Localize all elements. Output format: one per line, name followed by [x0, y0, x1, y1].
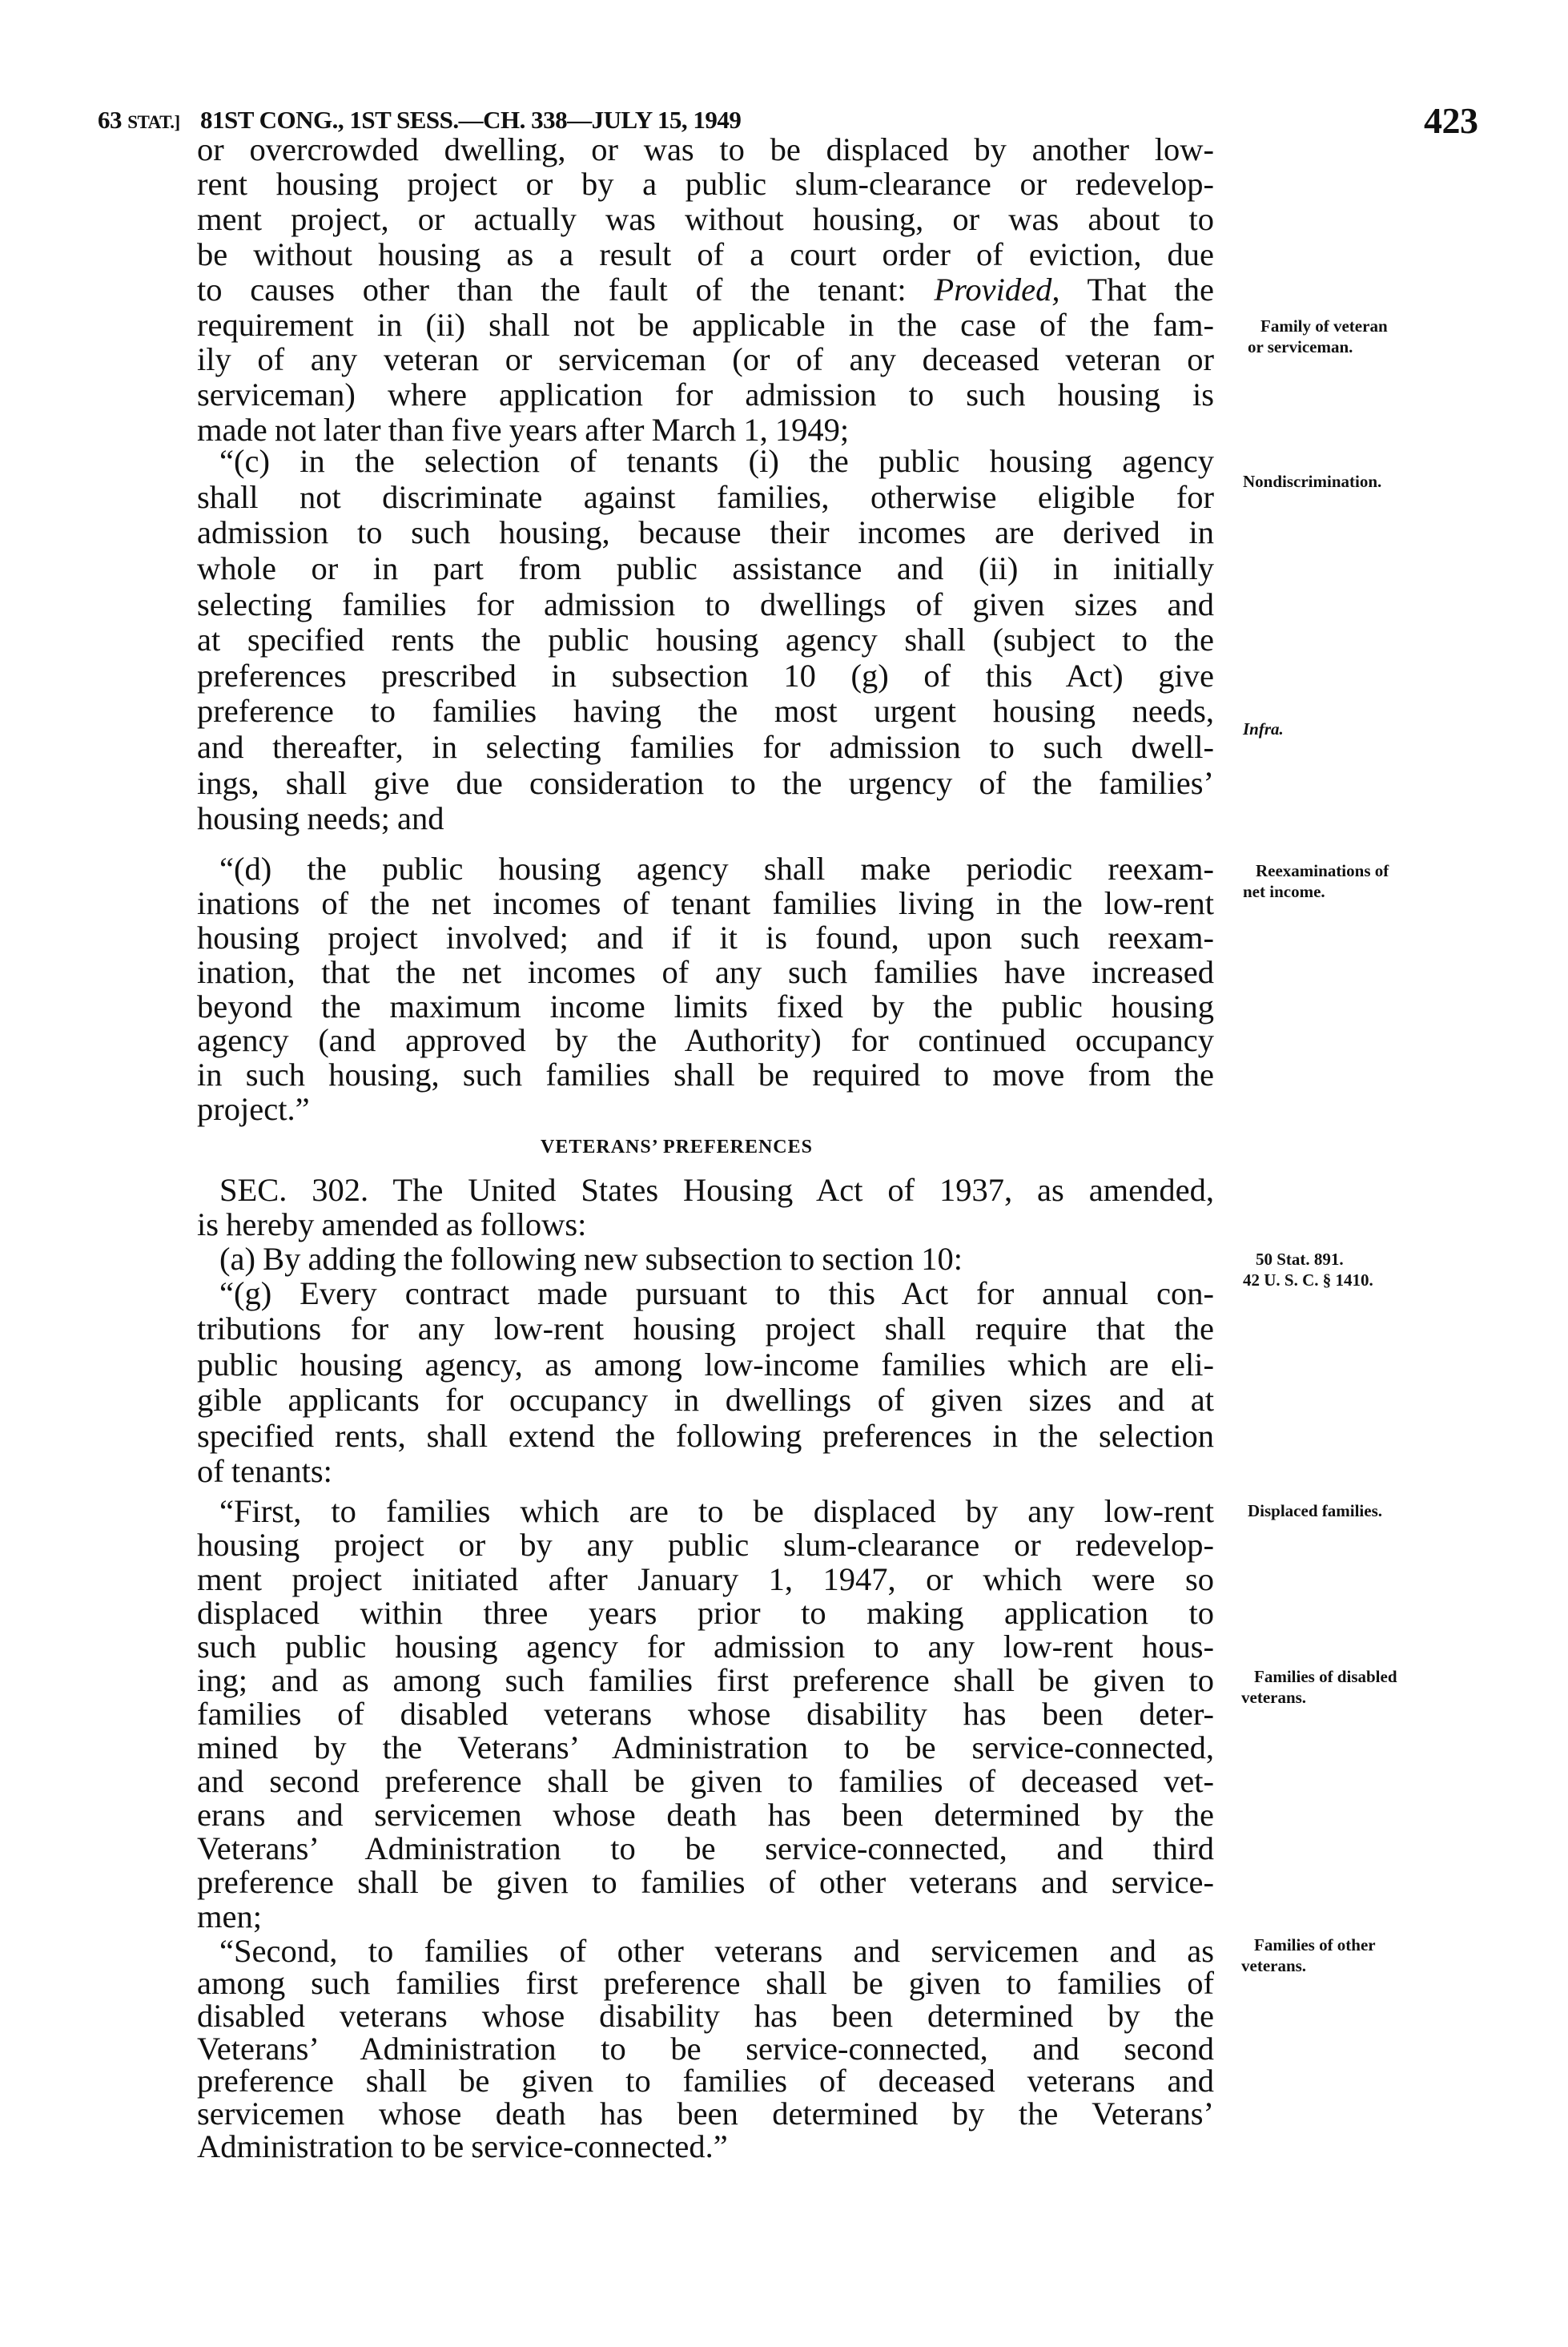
- para-first-line: “First, to families which are to be displaced by any low-rent: [219, 1493, 1214, 1530]
- para-g-line: “(g) Every contract made pursuant to this Act for annual con-: [219, 1275, 1214, 1312]
- para-sec-302-line: SEC. 302. The United States Housing Act of 1937, as amended,: [219, 1172, 1214, 1209]
- para-first-line: Veterans’ Administration to be service-connected, and third: [197, 1830, 1214, 1867]
- para-continuation-line: ily of any veteran or serviceman (or of any deceased veteran or: [197, 341, 1214, 378]
- para-first-line: preference shall be given to families of other veterans and service-: [197, 1864, 1214, 1901]
- para-second-line: Veterans’ Administration to be service-connected, and second: [197, 2030, 1214, 2067]
- para-continuation-line: ment project, or actually was without housing, or was about to: [197, 201, 1214, 238]
- para-c-line: housing needs; and: [197, 800, 444, 837]
- para-d-line: inations of the net incomes of tenant families living in the low-rent: [197, 885, 1214, 922]
- para-d-line: “(d) the public housing agency shall make periodic reexam-: [219, 851, 1214, 888]
- para-c-line: and thereafter, in selecting families for admission to such dwell-: [197, 729, 1214, 766]
- margin-note-line: 50 Stat. 891.: [1256, 1250, 1344, 1270]
- note-citation: [1243, 1249, 1483, 1290]
- para-c-line: “(c) in the selection of tenants (i) the public housing agency: [219, 443, 1214, 480]
- para-first-line: men;: [197, 1898, 262, 1934]
- para-c-line: admission to such housing, because their incomes are derived in: [197, 514, 1214, 551]
- para-g-line: gible applicants for occupancy in dwellings of given sizes and at: [197, 1382, 1214, 1419]
- volume-number: 63: [98, 106, 122, 134]
- para-continuation-line: serviceman) where application for admission to such housing is: [197, 376, 1214, 413]
- margin-note-line: Reexaminations of: [1256, 861, 1389, 881]
- para-sec-302-line: is hereby amended as follows:: [197, 1206, 587, 1243]
- para-first-line: ment project initiated after January 1, 1947, or which were so: [197, 1560, 1214, 1597]
- margin-note-line: Families of other: [1254, 1935, 1376, 1955]
- para-continuation-line: be without housing as a result of a court order of eviction, due: [197, 236, 1214, 272]
- para-d-line: beyond the maximum income limits fixed by the public housing: [197, 988, 1214, 1025]
- note-infra: [1243, 719, 1483, 739]
- note-displaced: [1248, 1500, 1488, 1521]
- para-continuation-line: to causes other than the fault of the tenant: Provided, That the: [197, 271, 1214, 308]
- para-second-line: among such families first preference shall be given to families of: [197, 1965, 1214, 2002]
- section-heading: VETERANS’ PREFERENCES: [541, 1137, 813, 1157]
- para-c-line: preferences prescribed in subsection 10 (g) of this Act) give: [197, 657, 1214, 694]
- margin-note-line: Nondiscrimination.: [1243, 471, 1382, 491]
- note-family-veteran: [1248, 316, 1488, 357]
- para-first-line: such public housing agency for admission to any low-rent hous-: [197, 1628, 1214, 1665]
- para-continuation-line: rent housing project or by a public slum-clearance or redevelop-: [197, 166, 1214, 203]
- note-nondiscrimination: [1243, 471, 1483, 492]
- page-number: 423: [1424, 100, 1478, 141]
- para-c-line: preference to families having the most urgent housing needs,: [197, 693, 1214, 730]
- para-first-line: displaced within three years prior to making application to: [197, 1594, 1214, 1631]
- para-first-line: erans and servicemen whose death has been determined by the: [197, 1797, 1214, 1834]
- para-continuation-line: made not later than five years after March 1, 1949;: [197, 411, 850, 448]
- para-g-line: of tenants:: [197, 1453, 332, 1490]
- para-g-line: tributions for any low-rent housing project shall require that the: [197, 1310, 1214, 1347]
- margin-note-line: 42 U. S. C. § 1410.: [1243, 1270, 1373, 1290]
- para-second-line: servicemen whose death has been determined by the Veterans’: [197, 2095, 1214, 2132]
- para-g-line: specified rents, shall extend the following preferences in the selection: [197, 1417, 1214, 1454]
- para-first-line: families of disabled veterans whose disability has been deter-: [197, 1695, 1214, 1732]
- para-g-line: public housing agency, as among low-income families which are eli-: [197, 1346, 1214, 1383]
- para-first-line: ing; and as among such families first preference shall be given to: [197, 1661, 1214, 1698]
- para-c-line: shall not discriminate against families, otherwise eligible for: [197, 478, 1214, 515]
- note-reexaminations: [1243, 860, 1483, 902]
- para-second-line: “Second, to families of other veterans and servicemen and as: [219, 1932, 1214, 1969]
- para-c-line: at specified rents the public housing agency shall (subject to the: [197, 622, 1214, 658]
- para-d-line: housing project involved; and if it is found, upon such reexam-: [197, 920, 1214, 956]
- italic-term: Provided,: [934, 271, 1060, 308]
- para-d-line: in such housing, such families shall be required to move from the: [197, 1057, 1214, 1093]
- para-d-line: project.”: [197, 1091, 310, 1128]
- volume-label: STAT.]: [127, 112, 180, 132]
- para-second-line: Administration to be service-connected.”: [197, 2128, 728, 2164]
- para-d-line: ination, that the net incomes of any such families have increased: [197, 953, 1214, 990]
- para-continuation-line: requirement in (ii) shall not be applicable in the case of the fam-: [197, 306, 1214, 343]
- para-first-line: housing project or by any public slum-clearance or redevelop-: [197, 1527, 1214, 1564]
- margin-note-line: Infra.: [1243, 719, 1284, 739]
- para-d-line: agency (and approved by the Authority) for continued occupancy: [197, 1022, 1214, 1059]
- note-disabled: [1241, 1666, 1482, 1708]
- para-c-line: ings, shall give due consideration to the urgency of the families’: [197, 764, 1214, 801]
- para-first-line: mined by the Veterans’ Administration to be service-connected,: [197, 1729, 1214, 1766]
- header-volume: [98, 106, 180, 135]
- margin-note-line: Displaced families.: [1248, 1500, 1382, 1520]
- para-second-line: disabled veterans whose disability has been determined by the: [197, 1998, 1214, 2035]
- margin-note-line: Family of veteran: [1260, 316, 1388, 336]
- header-session: 81ST CONG., 1ST SESS.—CH. 338—JULY 15, 1949: [200, 106, 742, 134]
- margin-note-line: veterans.: [1241, 1956, 1307, 1976]
- para-first-line: and second preference shall be given to families of deceased vet-: [197, 1763, 1214, 1800]
- para-c-line: selecting families for admission to dwellings of given sizes and: [197, 586, 1214, 622]
- margin-note-line: or serviceman.: [1248, 336, 1353, 356]
- margin-note-line: Families of disabled: [1254, 1666, 1397, 1686]
- note-other-veterans: [1241, 1934, 1482, 1976]
- para-second-line: preference shall be given to families of deceased veterans and: [197, 2063, 1214, 2099]
- margin-note-line: net income.: [1243, 882, 1325, 902]
- margin-note-line: veterans.: [1241, 1687, 1307, 1707]
- para-c-line: whole or in part from public assistance and (ii) in initially: [197, 550, 1214, 587]
- para-continuation-line: or overcrowded dwelling, or was to be displaced by another low-: [197, 131, 1214, 167]
- para-a-line: (a) By adding the following new subsection to section 10:: [219, 1241, 963, 1278]
